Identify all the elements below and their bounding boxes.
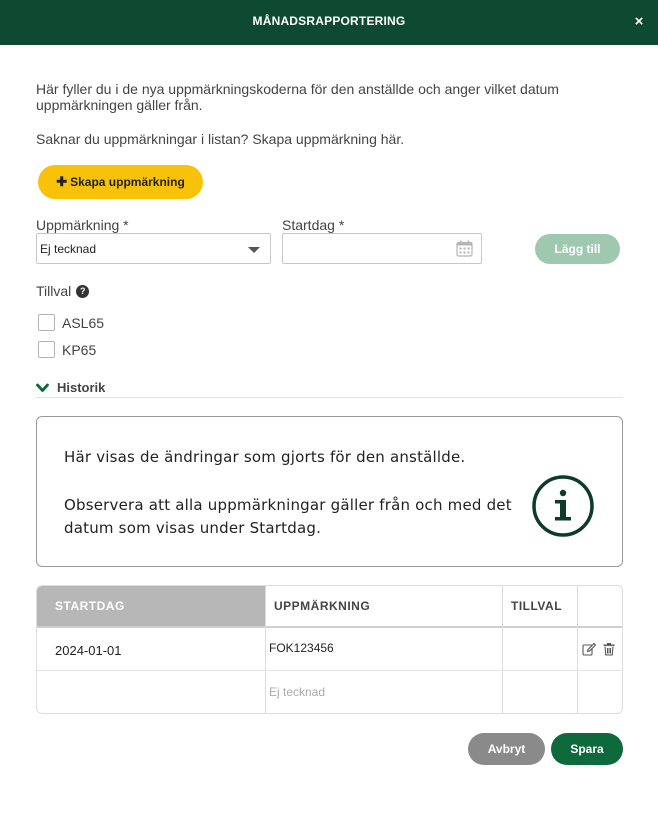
chevron-down-icon — [248, 247, 260, 253]
option-asl65[interactable] — [38, 314, 104, 331]
option-kp65[interactable] — [38, 341, 96, 358]
modal-title: MÅNADSRAPPORTERING — [252, 14, 406, 28]
history-info-box — [36, 416, 623, 567]
checkbox[interactable] — [38, 341, 55, 358]
column-divider — [265, 586, 266, 714]
info-icon — [531, 474, 595, 538]
options-label: Tillval — [36, 283, 72, 299]
column-header-tillval[interactable]: TILLVAL — [502, 586, 577, 628]
cell-startdag: 2024-01-01 — [55, 643, 122, 658]
column-divider — [577, 586, 578, 714]
info-text-line3: datum som visas under Startdag. — [64, 519, 322, 537]
help-icon[interactable]: ? — [76, 285, 89, 298]
cell-uppmarkning: FOK123456 — [269, 641, 334, 655]
history-label: Historik — [57, 380, 106, 395]
add-button[interactable]: Lägg till — [535, 234, 620, 264]
missing-markup-text: Saknar du uppmärkningar i listan? Skapa uppmärkning här. — [36, 131, 405, 147]
column-header-startdag[interactable]: STARTDAG — [37, 586, 265, 628]
intro-text: Här fyller du i de nya uppmärkningskoderna för den anställde och anger vilket datum uppmärkningen gäller från. — [36, 81, 559, 113]
column-header-uppmarkning[interactable]: UPPMÄRKNING — [265, 586, 502, 628]
close-icon[interactable]: × — [634, 13, 644, 30]
edit-icon[interactable] — [582, 642, 596, 656]
markup-select-value: Ej tecknad — [40, 242, 97, 256]
history-toggle[interactable] — [36, 380, 105, 395]
chevron-down-icon — [36, 383, 49, 393]
history-table — [36, 585, 623, 714]
cell-uppmarkning: Ej tecknad — [269, 685, 326, 699]
option-label: KP65 — [62, 341, 97, 358]
startdate-input[interactable] — [282, 233, 482, 264]
column-divider — [502, 586, 503, 714]
create-markup-label: Skapa uppmärkning — [70, 175, 185, 189]
modal-header — [0, 0, 658, 45]
column-header-actions — [577, 586, 623, 628]
trash-icon[interactable] — [602, 642, 616, 656]
save-button[interactable]: Spara — [551, 733, 623, 765]
markup-label: Uppmärkning * — [36, 217, 129, 233]
option-label: ASL65 — [62, 314, 105, 331]
plus-icon: ✚ — [56, 174, 68, 189]
options-heading — [36, 283, 89, 299]
info-text-line1: Här visas de ändringar som gjorts för den anställde. — [64, 448, 466, 466]
checkbox[interactable] — [38, 314, 55, 331]
startdate-label: Startdag * — [282, 217, 345, 233]
info-text-line2: Observera att alla uppmärkningar gäller från och med det — [64, 496, 512, 514]
create-markup-button[interactable] — [38, 165, 203, 199]
calendar-icon[interactable] — [456, 240, 473, 257]
row-divider — [37, 670, 623, 671]
cancel-button[interactable]: Avbryt — [468, 733, 545, 765]
history-divider — [36, 397, 623, 398]
markup-select[interactable] — [36, 233, 271, 264]
